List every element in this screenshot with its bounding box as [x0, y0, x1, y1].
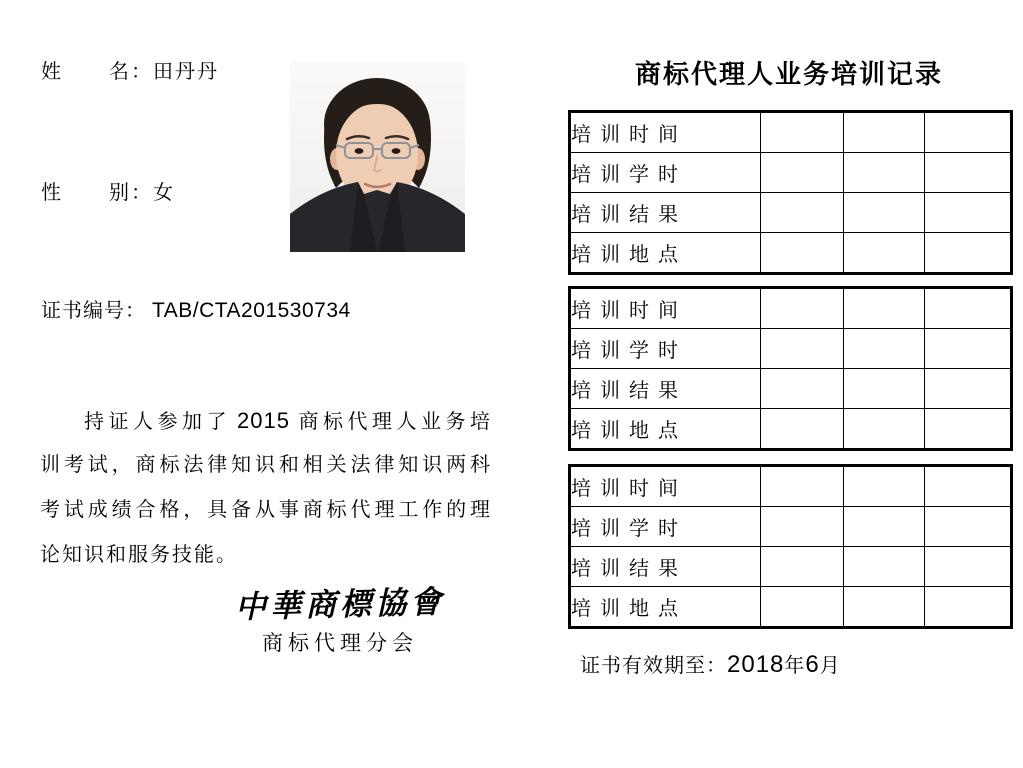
- statement-line-1-after: 商标代理人业务培: [295, 411, 492, 433]
- table-row: [570, 466, 1012, 507]
- training-table-3: [568, 464, 1013, 629]
- empty-cell: [844, 112, 925, 153]
- row-label-cell: 培训学时: [570, 153, 761, 193]
- empty-cell: [925, 193, 1012, 233]
- table-row: [570, 288, 1012, 329]
- validity-year: 2018: [727, 651, 785, 678]
- empty-cell: [844, 153, 925, 193]
- empty-cell: [761, 153, 844, 193]
- table-row: [570, 112, 1012, 153]
- empty-cell: [844, 329, 925, 369]
- empty-cell: [761, 288, 844, 329]
- validity-label: 证书有效期至：: [580, 655, 727, 677]
- validity-year-unit: 年: [784, 655, 806, 677]
- certificate-number-value: TAB/CTA201530734: [152, 299, 351, 322]
- statement-year: 2015: [237, 408, 290, 433]
- empty-cell: [925, 587, 1012, 628]
- empty-cell: [761, 409, 844, 450]
- statement-paragraph: [40, 398, 492, 578]
- validity-month: 6: [805, 651, 820, 678]
- table-row: [570, 329, 1012, 369]
- empty-cell: [844, 507, 925, 547]
- empty-cell: [761, 547, 844, 587]
- table-row: [570, 507, 1012, 547]
- empty-cell: [844, 193, 925, 233]
- row-label-cell: 培训结果: [570, 547, 761, 587]
- table-row: [570, 233, 1012, 274]
- empty-cell: [925, 547, 1012, 587]
- portrait-photo-image: [290, 62, 465, 252]
- empty-cell: [925, 369, 1012, 409]
- table-row: [570, 193, 1012, 233]
- empty-cell: [844, 233, 925, 274]
- table-row: [570, 587, 1012, 628]
- empty-cell: [925, 409, 1012, 450]
- empty-cell: [925, 507, 1012, 547]
- table-row: [570, 153, 1012, 193]
- empty-cell: [844, 369, 925, 409]
- validity-month-unit: 月: [819, 655, 841, 677]
- association-seal: [218, 579, 462, 657]
- empty-cell: [925, 466, 1012, 507]
- empty-cell: [761, 233, 844, 274]
- empty-cell: [761, 466, 844, 507]
- name-label-second: 名：: [109, 61, 153, 83]
- empty-cell: [925, 288, 1012, 329]
- record-title: 商标代理人业务培训记录: [634, 59, 943, 89]
- row-label-cell: 培训结果: [570, 369, 761, 409]
- empty-cell: [761, 112, 844, 153]
- row-label-cell: 培训学时: [570, 507, 761, 547]
- empty-cell: [925, 112, 1012, 153]
- table-row: [570, 409, 1012, 450]
- seal-branch-text: 商标代理分会: [262, 631, 418, 655]
- portrait-photo: [290, 62, 465, 252]
- table-row: [570, 369, 1012, 409]
- name-value: 田丹丹: [153, 61, 219, 83]
- gender-row: [41, 176, 175, 205]
- validity-row: [580, 649, 841, 679]
- empty-cell: [844, 547, 925, 587]
- gender-value: 女: [153, 182, 175, 204]
- name-label-first: 姓: [41, 61, 63, 83]
- row-label-cell: 培训学时: [570, 329, 761, 369]
- empty-cell: [925, 233, 1012, 274]
- empty-cell: [844, 466, 925, 507]
- gender-label-second: 别：: [109, 182, 153, 204]
- row-label-cell: 培训时间: [570, 466, 761, 507]
- empty-cell: [761, 369, 844, 409]
- table-row: [570, 547, 1012, 587]
- row-label-cell: 培训结果: [570, 193, 761, 233]
- training-table-1: [568, 110, 1013, 275]
- empty-cell: [925, 329, 1012, 369]
- empty-cell: [761, 507, 844, 547]
- row-label-cell: 培训地点: [570, 587, 761, 628]
- empty-cell: [844, 587, 925, 628]
- empty-cell: [761, 329, 844, 369]
- empty-cell: [761, 587, 844, 628]
- empty-cell: [844, 409, 925, 450]
- row-label-cell: 培训时间: [570, 112, 761, 153]
- statement-line-2: 训考试，商标法律知识和相关法律知识两科: [40, 454, 492, 476]
- row-label-cell: 培训地点: [570, 233, 761, 274]
- name-row: [41, 55, 219, 84]
- statement-line-1-before: 持证人参加了: [84, 411, 232, 433]
- training-table-2: [568, 286, 1013, 451]
- row-label-cell: 培训地点: [570, 409, 761, 450]
- certificate-number-label: 证书编号：: [41, 300, 146, 322]
- empty-cell: [925, 153, 1012, 193]
- seal-calligraphy-text: 中華商標協會: [234, 584, 446, 625]
- gender-label-first: 性: [41, 182, 63, 204]
- statement-line-1: [40, 398, 492, 443]
- row-label-cell: 培训时间: [570, 288, 761, 329]
- empty-cell: [844, 288, 925, 329]
- empty-cell: [761, 193, 844, 233]
- certificate-number-row: [41, 294, 351, 323]
- statement-line-3: 考试成绩合格，具备从事商标代理工作的理: [40, 499, 492, 521]
- statement-line-4: 论知识和服务技能。: [40, 544, 238, 566]
